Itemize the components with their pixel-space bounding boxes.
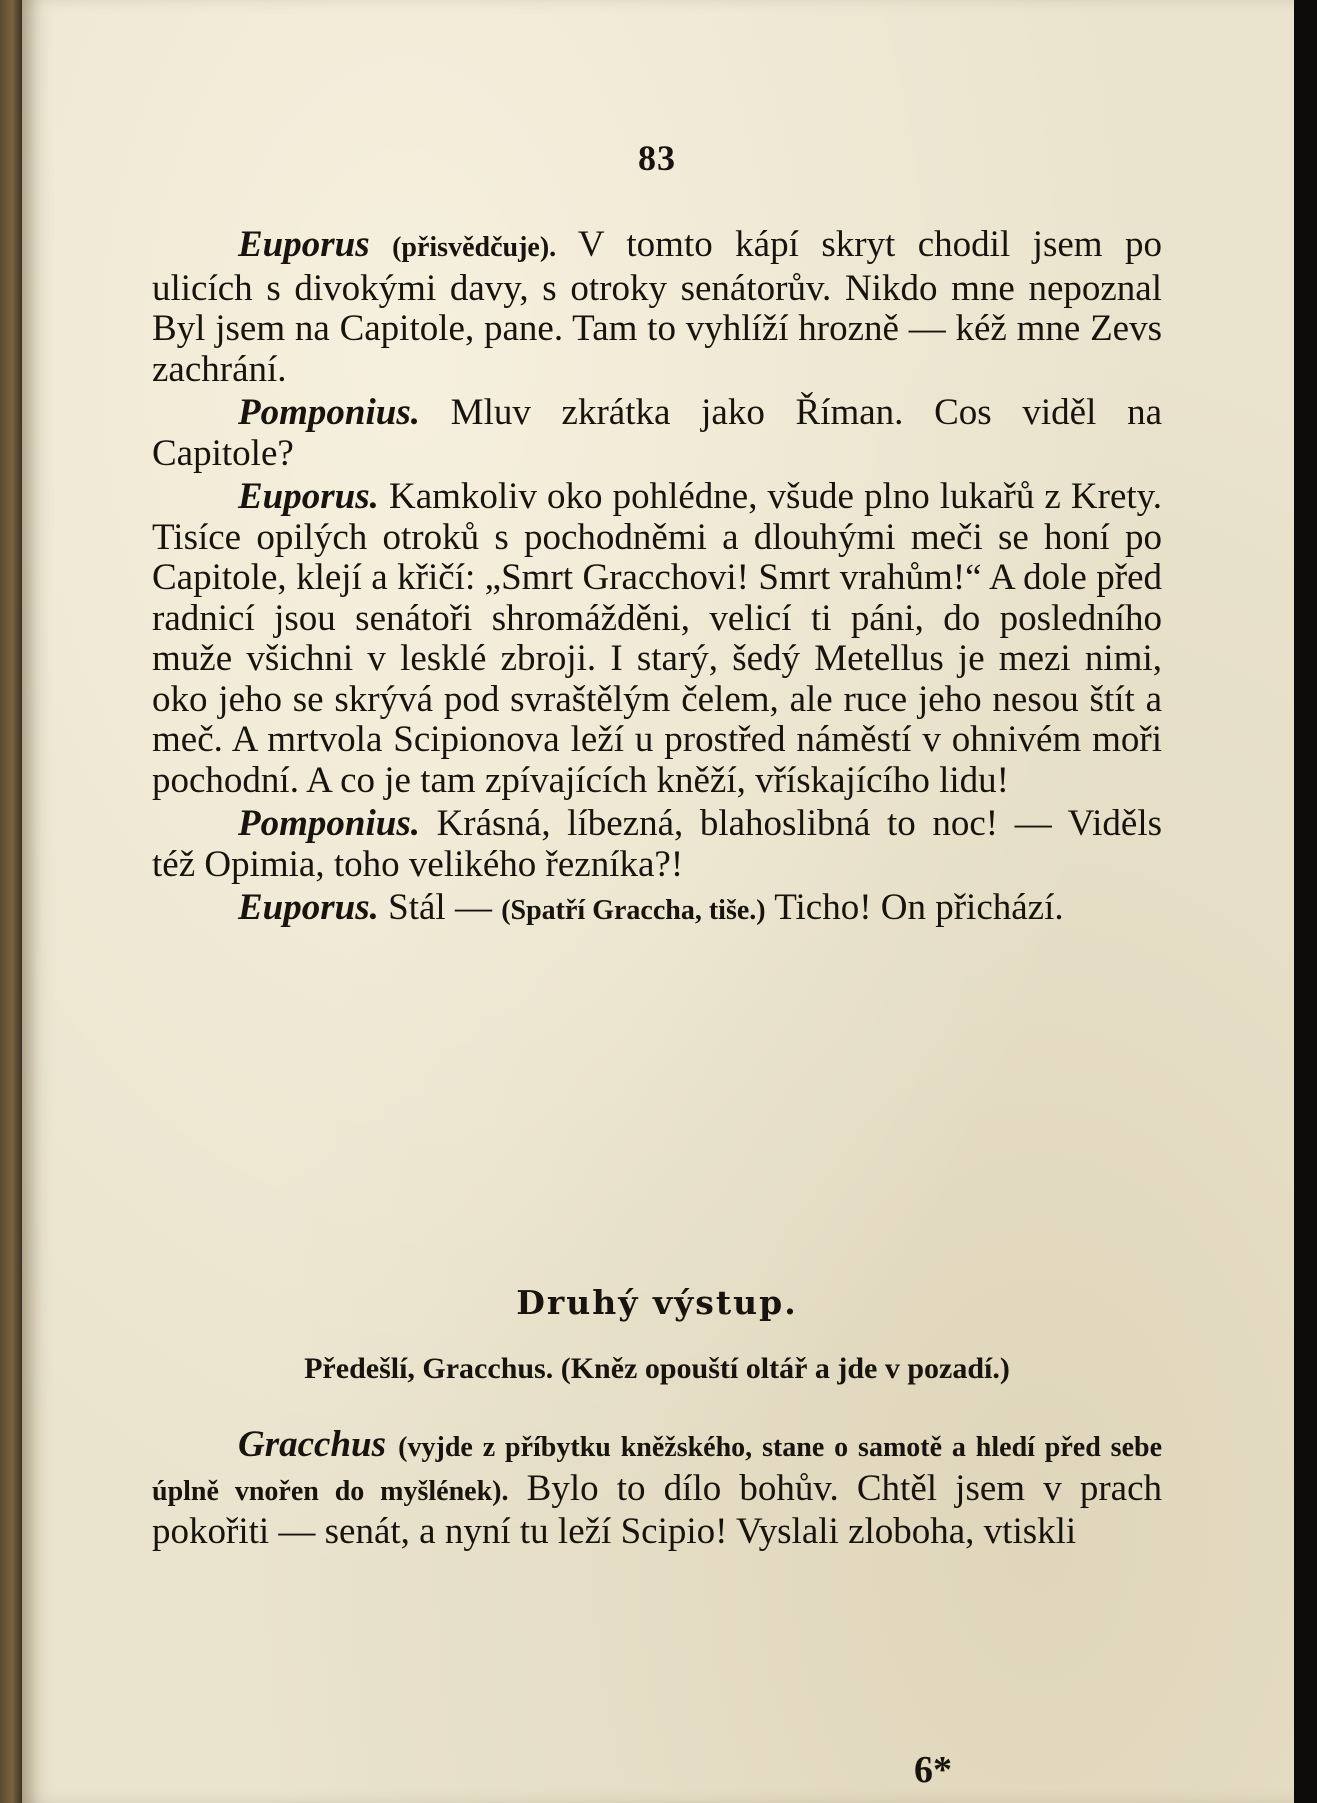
speech-text: Ticho! On přichází.	[774, 887, 1064, 928]
stage-direction: (Spatří Graccha, tiše.)	[501, 895, 766, 926]
printer-signature-mark: 6*	[914, 1749, 952, 1791]
dialog-line	[152, 1425, 1162, 1553]
dialog-section	[152, 225, 1162, 935]
speaker-name: Pomponius.	[238, 803, 420, 844]
scene-cast-line: Předešlí, Gracchus. (Kněz opouští oltář a jde v pozadí.)	[304, 1352, 1010, 1385]
dialog-line	[152, 225, 1162, 390]
speech-text: Krásná, líbezná, blahoslibná to noc! — Viděls též Opimia, toho velikého řezníka?!	[152, 803, 1163, 885]
speaker-name: Euporus.	[238, 476, 379, 517]
dialog-line	[152, 393, 1162, 474]
speech-text: V tomto kápí skryt chodil jsem po ulicích s divokými davy, s otroky senátorův. Nikdo mne nepoznal Byl jsem na Capitole, pane. Tam to vyhlíží hrozně — kéž mne Zevs zachrání.	[152, 224, 1162, 390]
speaker-name: Euporus.	[238, 887, 379, 928]
stage-direction: (přisvědčuje).	[392, 232, 557, 263]
speaker-name: Euporus	[238, 224, 370, 265]
scene-heading: Druhý výstup.	[516, 1283, 798, 1322]
speech-text: Mluv zkrátka jako Říman. Cos viděl na Capitole?	[152, 392, 1162, 474]
speech-text: Bylo to dílo bohův. Chtěl jsem v prach pokořiti — senát, a nyní tu leží Scipio! Vyslali zloboha, vtiskli	[152, 1467, 1163, 1552]
speaker-name: Pomponius.	[238, 392, 420, 433]
dialog-line	[152, 888, 1162, 932]
scan-dark-margin	[1294, 0, 1317, 1803]
speech-text: Stál —	[388, 887, 492, 928]
speaker-name: Gracchus	[238, 1424, 387, 1465]
speech-text: Kamkoliv oko pohlédne, všude plno lukařů z Krety. Tisíce opilých otroků s pochodněmi a dlouhými meči se honí po Capitole, klejí a křičí: „Smrt Gracchovi! Smrt vrahům!“ A dole před radnicí jsou senátoři shromážděni, velicí ti páni, do posledního muže všichni v lesklé zbroji. I starý, šedý Metellus je mezi nimi, oko jeho se skrývá pod svraštělým čelem, ale ruce jeho nesou štít a meč. A mrtvola Scipionova leží u prostřed náměstí v ohnivém moři pochodní. A co je tam zpívajících kněží, vřískajícího lidu!	[152, 476, 1162, 801]
book-page	[22, 0, 1294, 1803]
scene-two-dialog	[152, 1425, 1162, 1556]
stage-direction: (vyjde z příbytku kněžského, stane o samotě a hledí před sebe úplně vnořen do myšlének).	[152, 1432, 1163, 1507]
page-number: 83	[638, 138, 676, 178]
dialog-line	[152, 477, 1162, 801]
page-text-block	[152, 0, 1162, 1803]
book-binding-edge	[0, 0, 22, 1803]
dialog-line	[152, 804, 1162, 885]
